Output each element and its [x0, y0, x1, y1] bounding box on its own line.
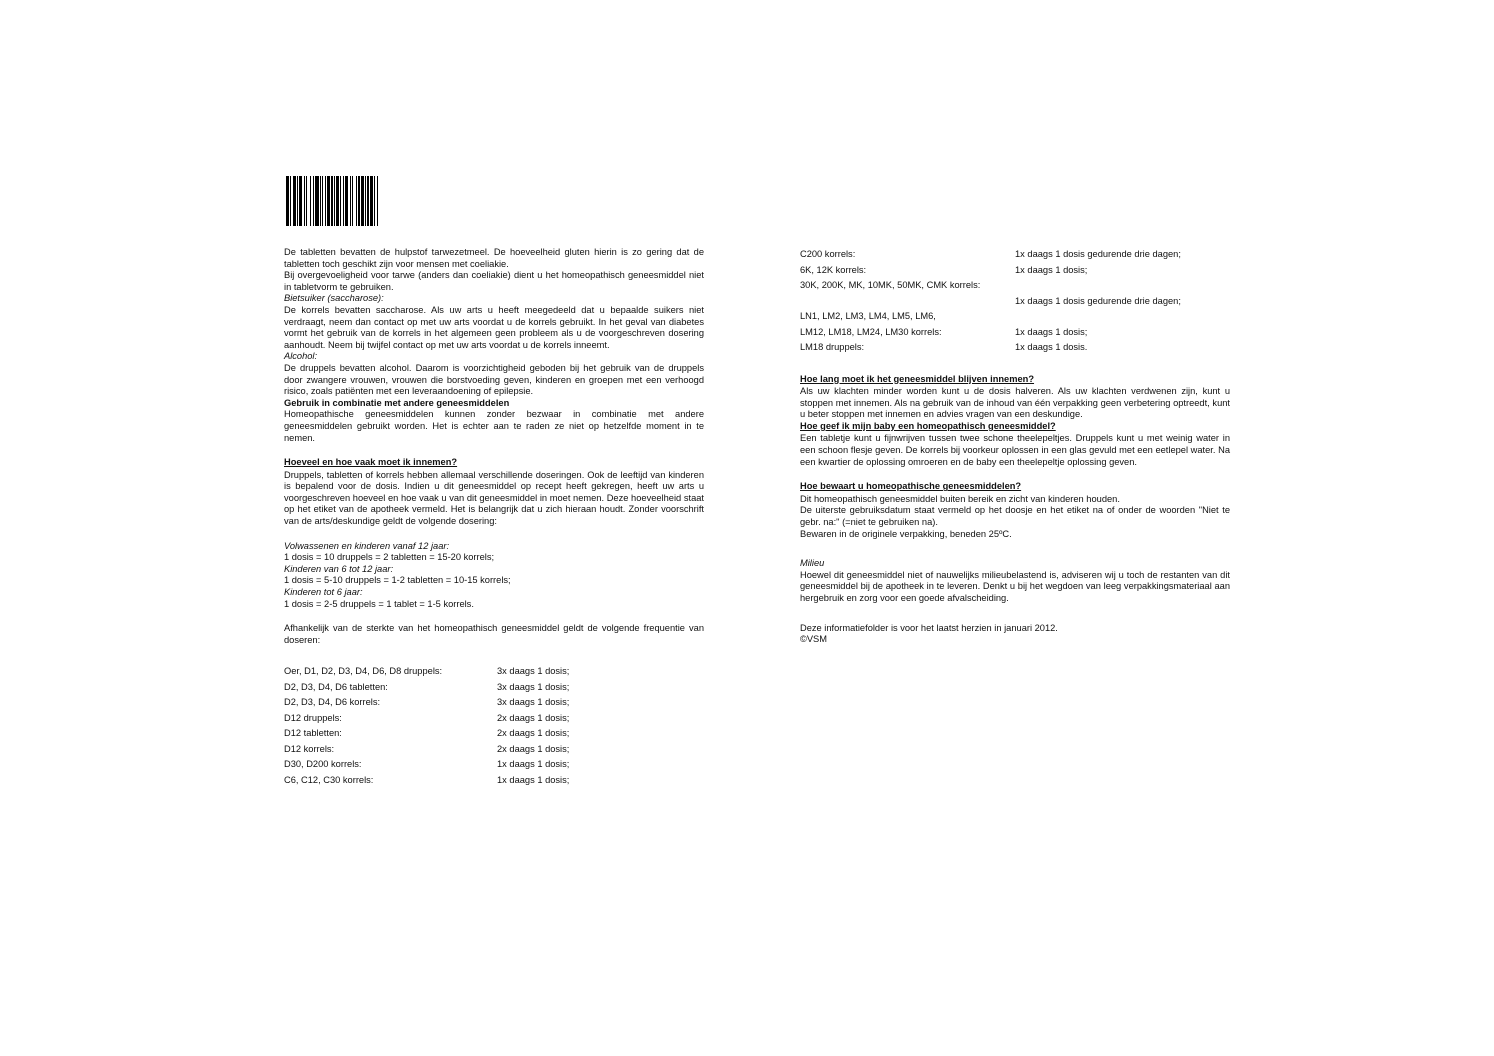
dosage-value: 3x daags 1 dosis; [497, 666, 570, 677]
dosage-value: 2x daags 1 dosis; [497, 743, 570, 754]
dosage-row [284, 695, 704, 711]
dosage-value: 1x daags 1 dosis gedurende drie dagen; [1015, 295, 1181, 306]
paragraph-combinatie: Homeopathische geneesmiddelen kunnen zonder bezwaar in combinatie met andere geneesmiddelen gebruikt worden. Het is echter aan te raden ze niet op hetzelfde moment in te nemen. [284, 409, 704, 443]
dose-kinderen-tot-6: 1 dosis = 2-5 druppels = 1 tablet = 1-5 korrels. [284, 598, 474, 609]
dosage-row [284, 757, 704, 773]
heading-milieu: Milieu [800, 558, 825, 569]
paragraph-saccharose: De korrels bevatten saccharose. Als uw arts u heeft meegedeeld dat u bepaalde suikers niet verdraagt, neem dan contact op met uw arts voordat u de korrels gebruikt. In het geval van diabetes vormt het gebruik van de korrels in het algemeen geen probleem als u de voorgeschreven dosering aanhoudt. Neem bij twijfel contact op met uw arts voordat u de korrels inneemt. [284, 304, 704, 350]
dosage-row [800, 294, 1230, 310]
dose-kinderen-6-12: 1 dosis = 5-10 druppels = 1-2 tabletten = 10-15 korrels; [284, 575, 511, 586]
dosage-label: Oer, D1, D2, D3, D4, D6, D8 druppels: [284, 666, 443, 677]
dosage-value: 1x daags 1 dosis; [1015, 264, 1088, 275]
dosage-row [284, 773, 704, 789]
dosage-row [800, 263, 1230, 279]
paragraph-bewaren-2: De uiterste gebruiksdatum staat vermeld op het doosje en het etiket na of onder de woorden "Niet te gebr. na:" (=niet te gebruiken na). [800, 505, 1230, 528]
dosage-row [284, 680, 704, 696]
dosage-label: D30, D200 korrels: [284, 759, 362, 770]
dosage-label: D2, D3, D4, D6 tabletten: [284, 681, 388, 692]
dose-volwassenen: 1 dosis = 10 druppels = 2 tabletten = 15-20 korrels; [284, 552, 495, 563]
paragraph-copyright: ©VSM [800, 634, 827, 645]
dosage-value: 3x daags 1 dosis; [497, 697, 570, 708]
dosage-label: D12 druppels: [284, 712, 342, 723]
dosage-row [284, 711, 704, 727]
heading-baby: Hoe geef ik mijn baby een homeopathisch geneesmiddel? [800, 420, 1056, 431]
heading-hoelang: Hoe lang moet ik het geneesmiddel blijven innemen? [800, 373, 1035, 384]
dosage-row [800, 247, 1230, 263]
heading-bietsuiker: Bietsuiker (saccharose): [284, 293, 384, 304]
dosage-label [800, 294, 1015, 310]
paragraph-bewaren-3: Bewaren in de originele verpakking, beneden 25ºC. [800, 528, 1012, 539]
right-text-column [800, 247, 1230, 646]
dosage-value: 1x daags 1 dosis. [1015, 342, 1088, 352]
dosage-value: 2x daags 1 dosis; [497, 712, 570, 723]
paragraph-milieu: Hoewel dit geneesmiddel niet of nauwelijks milieubelastend is, adviseren wij u toch de restanten van dit geneesmiddel bij de apotheek in te leveren. Denkt u bij het wegdoen van leeg verpakkingsmateriaal aan hergebruik en zorg voor een goede afvalscheiding. [800, 569, 1230, 603]
dosage-row [800, 340, 1230, 356]
dosage-value: 2x daags 1 dosis; [497, 728, 570, 739]
paragraph-baby: Een tabletje kunt u fijnwrijven tussen twee schone theelepeltjes. Druppels kunt u met weinig water in een schoon flesje geven. De korrels bij voorkeur oplossen in een glas gevuld met een eetlepel water. Na een kwartier de oplossing omroeren en de baby een theelepeltje oplossing geven. [800, 433, 1230, 467]
dosage-value: 3x daags 1 dosis; [497, 681, 570, 692]
dosage-label: D12 korrels: [284, 743, 335, 754]
dosage-row [800, 325, 1230, 341]
paragraph-bewaren-1: Dit homeopathisch geneesmiddel buiten bereik en zicht van kinderen houden. [800, 493, 1120, 504]
dosage-label: LM12, LM18, LM24, LM30 korrels: [800, 326, 942, 337]
dosage-value [1015, 278, 1230, 294]
product-barcode [286, 176, 446, 226]
dosage-row [284, 742, 704, 758]
paragraph-frequentie: Afhankelijk van de sterkte van het homeopathisch geneesmiddel geldt de volgende frequentie van doseren: [284, 623, 704, 645]
heading-volwassenen: Volwassenen en kinderen vanaf 12 jaar: [284, 540, 450, 551]
paragraph-tarwe: Bij overgevoeligheid voor tarwe (anders dan coeliakie) dient u het homeopathisch geneesmiddel niet in tabletvorm te gebruiken. [284, 270, 704, 292]
dosage-value [1015, 309, 1230, 325]
dosage-table-right [800, 247, 1230, 356]
dosage-row [800, 278, 1230, 294]
dosage-label: 30K, 200K, MK, 10MK, 50MK, CMK korrels: [800, 280, 981, 290]
heading-alcohol: Alcohol: [284, 351, 318, 362]
paragraph-gluten: De tabletten bevatten de hulpstof tarwezetmeel. De hoeveelheid gluten hierin is zo gering dat de tabletten toch geschikt zijn voor mensen met coeliakie. [284, 247, 704, 269]
dosage-label: LN1, LM2, LM3, LM4, LM5, LM6, [800, 311, 936, 321]
dosage-row [284, 726, 704, 742]
dosage-value: 1x daags 1 dosis gedurende drie dagen; [1015, 249, 1181, 259]
dosage-label: LM18 druppels: [800, 342, 865, 352]
paragraph-hoelang: Als uw klachten minder worden kunt u de dosis halveren. Als uw klachten verdwenen zijn, kunt u stoppen met innemen. Als na gebruik van de inhoud van één verpakking geen verbetering optreedt, kunt u beter stoppen met innemen en advies vragen van een deskundige. [800, 386, 1230, 420]
heading-hoeveel: Hoeveel en hoe vaak moet ik innemen? [284, 457, 458, 468]
paragraph-hoeveel: Druppels, tabletten of korrels hebben allemaal verschillende doseringen. Ook de leeftijd van kinderen is bepalend voor de dosis. Indien u dit geneesmiddel op recept heeft gekregen, heeft uw arts u voorgeschreven hoeveel en hoe vaak u van dit geneesmiddel in moet nemen. Deze hoeveelheid staat op het etiket van de apotheek vermeld. Het is belangrijk dat u zich hieraan houdt. Zonder voorschrift van de arts/deskundige geldt de volgende dosering: [284, 469, 704, 527]
dosage-value: 1x daags 1 dosis; [497, 759, 570, 770]
dosage-label: D12 tabletten: [284, 728, 342, 739]
dosage-row [800, 309, 1230, 325]
heading-bewaren: Hoe bewaart u homeopathische geneesmiddelen? [800, 481, 1022, 492]
dosage-label: C6, C12, C30 korrels: [284, 774, 374, 785]
paragraph-alcohol: De druppels bevatten alcohol. Daarom is voorzichtigheid geboden bij het gebruik van de druppels door zwangere vrouwen, vrouwen die borstvoeding geven, kinderen en groepen met een verhoogd risico, zoals patiënten met een leveraandoening of epilepsie. [284, 362, 704, 397]
dosage-label: D2, D3, D4, D6 korrels: [284, 697, 381, 708]
dosage-table-left [284, 664, 704, 788]
dosage-value: 1x daags 1 dosis; [1015, 326, 1088, 337]
dosage-label: 6K, 12K korrels: [800, 264, 867, 275]
heading-kinderen-6-12: Kinderen van 6 tot 12 jaar: [284, 563, 394, 574]
dosage-row [284, 664, 704, 680]
dosage-value: 1x daags 1 dosis; [497, 774, 570, 785]
paragraph-revisiedatum: Deze informatiefolder is voor het laatst herzien in januari 2012. [800, 622, 1058, 633]
heading-combinatie: Gebruik in combinatie met andere geneesmiddelen [284, 397, 510, 408]
left-text-column [284, 247, 704, 788]
dosage-label: C200 korrels: [800, 249, 856, 259]
heading-kinderen-tot-6: Kinderen tot 6 jaar: [284, 587, 363, 598]
